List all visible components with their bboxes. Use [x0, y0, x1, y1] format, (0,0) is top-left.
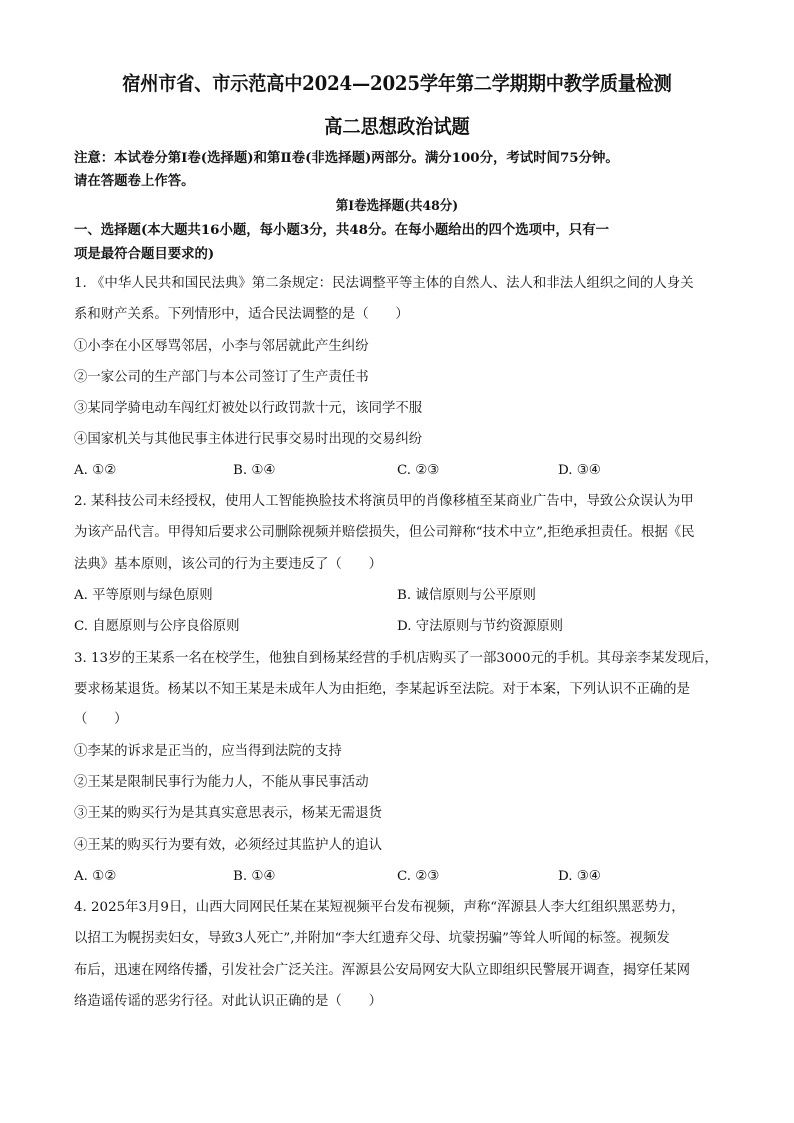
q3-option-d: D. ③④	[558, 869, 601, 884]
exam-subtitle: 高二思想政治试题	[324, 115, 470, 138]
q1-stem-line-1: 1. 《中华人民共和国民法典》第二条规定：民法调整平等主体的自然人、法人和非法人组织之间的人身关	[74, 276, 694, 291]
q3-stem-line-3: （ ）	[74, 712, 128, 727]
q3-statement-3: ③王某的购买行为是其真实意思表示，杨某无需退货	[74, 806, 382, 821]
q3-option-c: C. ②③	[397, 869, 440, 884]
section-instruction-1: 一、选择题(本大题共16小题，每小题3分，共48分。在每小题给出的四个选项中，只有一	[74, 222, 609, 238]
q3-statement-4: ④王某的购买行为要有效，必须经过其监护人的追认	[74, 838, 382, 853]
q2-option-a: A. 平等原则与绿色原则	[74, 588, 213, 603]
q1-statement-2: ②一家公司的生产部门与本公司签订了生产责任书	[74, 370, 369, 385]
q1-option-b: B. ①④	[233, 463, 276, 478]
notice-line-2: 请在答题卷上作答。	[74, 173, 195, 189]
q2-stem-line-2: 为该产品代言。甲得知后要求公司删除视频并赔偿损失，但公司辩称“技术中立”,拒绝承担责任。根据《民	[74, 525, 695, 540]
q1-option-c: C. ②③	[397, 463, 440, 478]
q4-stem-line-4: 络造谣传谣的恶劣行径。对此认识正确的是（ ）	[74, 994, 382, 1009]
q4-stem-line-3: 布后，迅速在网络传播，引发社会广泛关注。浑源县公安局网安大队立即组织民警展开调查，揭穿任某网	[74, 963, 690, 978]
q2-option-c: C. 自愿原则与公序良俗原则	[74, 619, 240, 634]
q1-statement-3: ③某同学骑电动车闯红灯被处以行政罚款十元，该同学不服	[74, 401, 423, 416]
q3-statement-1: ①李某的诉求是正当的，应当得到法院的支持	[74, 744, 342, 759]
q1-statement-4: ④国家机关与其他民事主体进行民事交易时出现的交易纠纷	[74, 432, 423, 447]
q1-option-a: A. ①②	[74, 463, 117, 478]
notice-line-1: 注意：本试卷分第Ⅰ卷(选择题)和第Ⅱ卷(非选择题)两部分。满分100分，考试时间75分钟。	[74, 150, 619, 166]
q3-statement-2: ②王某是限制民事行为能力人，不能从事民事活动	[74, 775, 369, 790]
q2-stem-line-3: 法典》基本原则，该公司的行为主要违反了（ ）	[74, 557, 382, 572]
q2-option-d: D. 守法原则与节约资源原则	[397, 619, 564, 634]
q2-stem-line-1: 2. 某科技公司未经授权，使用人工智能换脸技术将演员甲的肖像移植至某商业广告中，导致公众误认为甲	[74, 494, 694, 509]
q1-statement-1: ①小李在小区辱骂邻居，小李与邻居就此产生纠纷	[74, 339, 369, 354]
section-title: 第Ⅰ卷选择题(共48分)	[335, 198, 459, 214]
q3-option-b: B. ①④	[233, 869, 276, 884]
q4-stem-line-2: 以招工为幌拐卖妇女，导致3人死亡”,并附加“李大红遗弃父母、坑蒙拐骗”等耸人听闻的标签。视频发	[74, 931, 670, 946]
q3-option-a: A. ①②	[74, 869, 117, 884]
exam-title: 宿州市省、市示范高中2024—2025学年第二学期期中教学质量检测	[122, 72, 672, 95]
q2-option-b: B. 诚信原则与公平原则	[397, 588, 536, 603]
q1-option-d: D. ③④	[558, 463, 601, 478]
q1-stem-line-2: 系和财产关系。下列情形中，适合民法调整的是（ ）	[74, 307, 409, 322]
section-instruction-2: 项是最符合题目要求的)	[74, 246, 215, 262]
q3-stem-line-2: 要求杨某退货。杨某以不知王某是未成年人为由拒绝，李某起诉至法院。对于本案，下列认识不正确的是	[74, 682, 690, 697]
q3-stem-line-1: 3. 13岁的王某系一名在校学生，他独自到杨某经营的手机店购买了一部3000元的手机。其母亲李某发现后，	[74, 651, 718, 666]
q4-stem-line-1: 4. 2025年3月9日，山西大同网民任某在某短视频平台发布视频，声称“浑源县人李大红组织黑恶势力，	[74, 900, 685, 915]
